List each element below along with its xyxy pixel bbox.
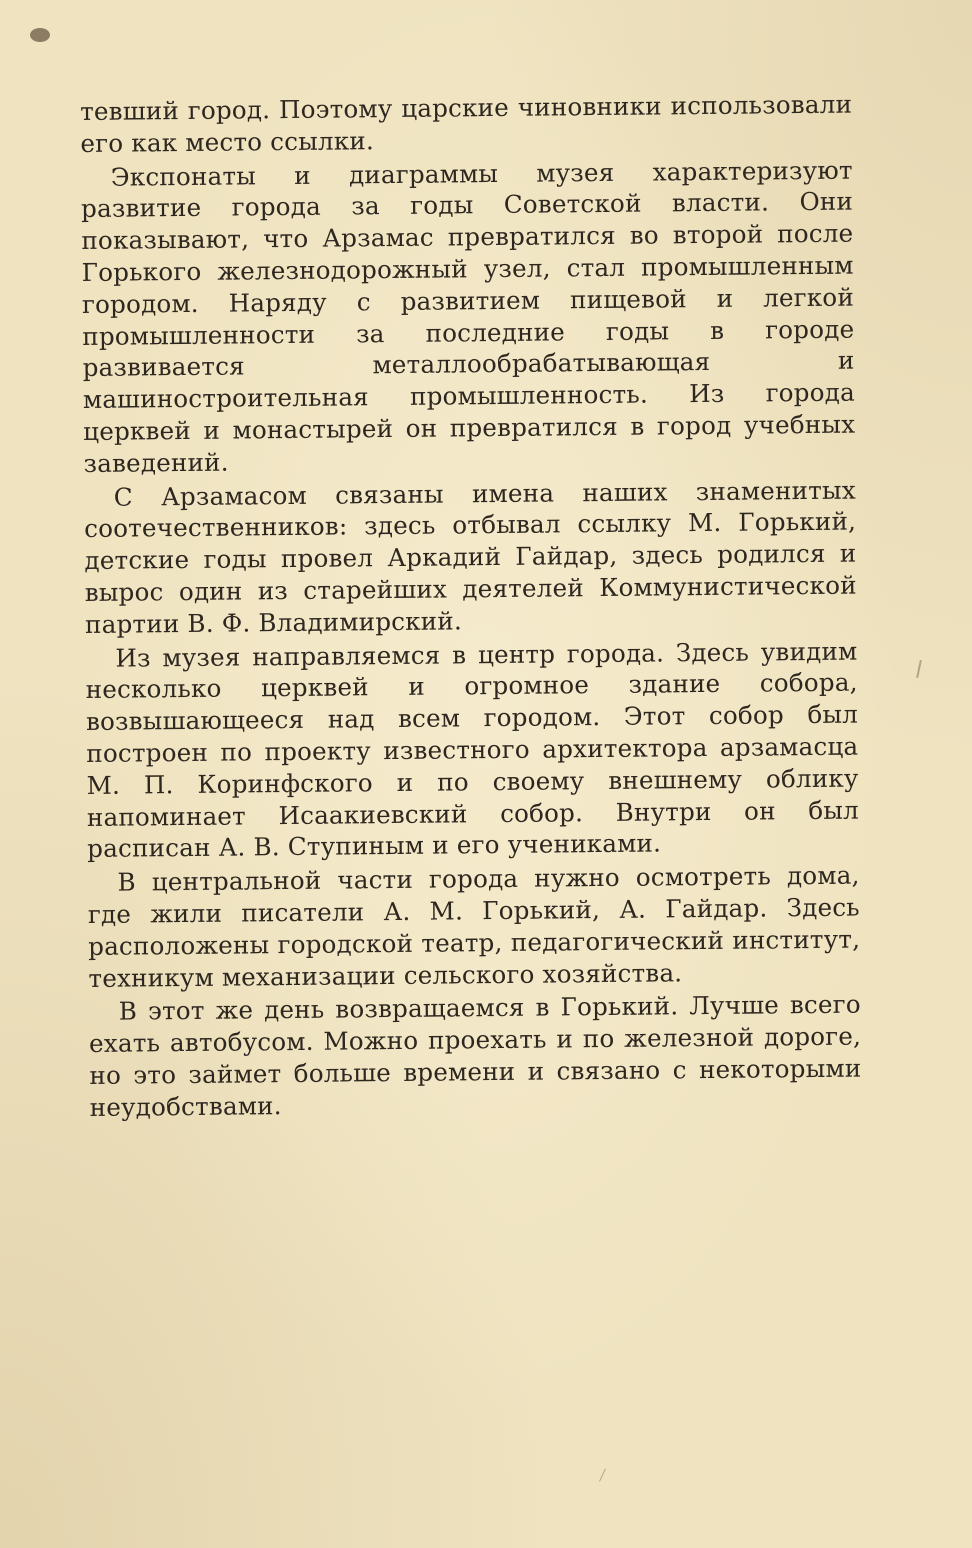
paragraph-4: Из музея направляемся в центр города. Здесь увидим несколько церквей и огромное здание собора, возвышающееся над всем городом. Этот собор был построен по проекту известного архитектора арзамасца М. П. Коринфского и по своему внешнему облику напоминает Исаакиевский собор. Внутри он был расписан А. В. Ступиным и его учениками.	[85, 636, 860, 864]
pencil-mark	[916, 660, 922, 678]
paragraph-1: тевший город. Поэтому царские чиновники использовали его как место ссылки.	[80, 89, 853, 158]
ink-spot	[30, 28, 50, 42]
paragraph-2: Экспонаты и диаграммы музея характеризуют развитие города за годы Советской власти. Они показывают, что Арзамас превратился во второй после Горького железнодорожный узел, стал промышленным городом. Наряду с развитием пищевой и легкой промышленности за последние годы в городе развивается металлообрабатывающая и машиностроительная промышленность. Из города церквей и монастырей он превратился в город учебных заведений.	[80, 155, 856, 478]
paragraph-5: В центральной части города нужно осмотреть дома, где жили писатели А. М. Горький, А. Гайдар. Здесь расположены городской театр, педагогический институт, техникум механизации сельского хозяйства.	[87, 860, 861, 993]
paragraph-3: С Арзамасом связаны имена наших знаменитых соотечественников: здесь отбывал ссылку М. Горький, детские годы провел Аркадий Гайдар, здесь родился и вырос один из старейших деятелей Коммунистической партии В. Ф. Владимирский.	[84, 475, 857, 639]
body-text	[80, 89, 862, 1124]
pencil-mark-bottom	[599, 1468, 606, 1481]
paragraph-6: В этот же день возвращаемся в Горький. Лучше всего ехать автобусом. Можно проехать и по железной дороге, но это займет больше времени и связано с некоторыми неудобствами.	[88, 989, 862, 1122]
